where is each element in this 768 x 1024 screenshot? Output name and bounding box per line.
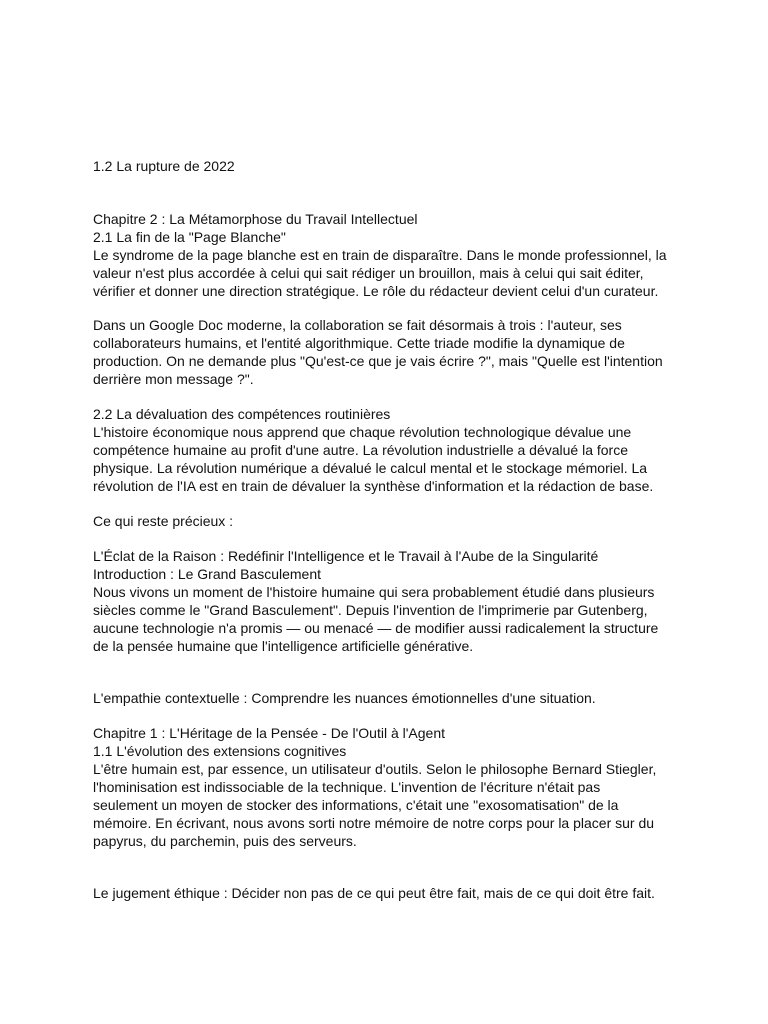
paragraph-line: L'histoire économique nous apprend que chaque révolution technologique dévalue une: [93, 424, 632, 440]
chapter-2-title: Chapitre 2 : La Métamorphose du Travail Intellectuel: [93, 211, 418, 227]
paragraph-line: derrière mon message ?".: [93, 371, 254, 387]
paragraph-line: Ce qui reste précieux :: [93, 513, 234, 529]
heading-2-1: 2.1 La fin de la "Page Blanche": [93, 229, 286, 245]
paragraph-line: aucune technologie n'a promis — ou menacé — de modifier aussi radicalement la structure: [93, 620, 659, 636]
paragraph-line: compétence humaine au profit d'une autre. La révolution industrielle a dévalué la force: [93, 442, 629, 458]
heading-1-2: 1.2 La rupture de 2022: [93, 158, 235, 174]
paragraph-line: seulement un moyen de stocker des informations, c'était une "exosomatisation" de la: [93, 797, 619, 813]
introduction-heading: Introduction : Le Grand Basculement: [93, 566, 322, 582]
paragraph-line: l'hominisation est indissociable de la technique. L'invention de l'écriture n'était pas: [93, 779, 601, 795]
heading-1-1: 1.1 L'évolution des extensions cognitives: [93, 743, 347, 759]
paragraph-line: L'empathie contextuelle : Comprendre les nuances émotionnelles d'une situation.: [93, 690, 596, 706]
heading-2-2: 2.2 La dévaluation des compétences routinières: [93, 406, 391, 422]
paragraph-line: Le jugement éthique : Décider non pas de ce qui peut être fait, mais de ce qui doit être fait.: [93, 885, 655, 901]
paragraph-line: de la pensée humaine que l'intelligence artificielle générative.: [93, 638, 474, 654]
paragraph-line: siècles comme le "Grand Basculement". Depuis l'invention de l'imprimerie par Gutenberg,: [93, 602, 648, 618]
paragraph-line: valeur n'est plus accordée à celui qui sait rédiger un brouillon, mais à celui qui sait éditer,: [93, 265, 644, 281]
paragraph-line: papyrus, du parchemin, puis des serveurs.: [93, 833, 357, 849]
paragraph-line: vérifier et donner une direction stratégique. Le rôle du rédacteur devient celui d'un curateur.: [93, 283, 659, 299]
paragraph-line: Le syndrome de la page blanche est en train de disparaître. Dans le monde professionnel, la: [93, 247, 667, 263]
chapter-1-title: Chapitre 1 : L'Héritage de la Pensée - De l'Outil à l'Agent: [93, 725, 445, 741]
paragraph-line: physique. La révolution numérique a dévalué le calcul mental et le stockage mémoriel. La: [93, 460, 648, 476]
book-title: L'Éclat de la Raison : Redéfinir l'Intelligence et le Travail à l'Aube de la Singularité: [93, 548, 599, 564]
paragraph-line: Dans un Google Doc moderne, la collaboration se fait désormais à trois : l'auteur, ses: [93, 317, 622, 333]
paragraph-line: révolution de l'IA est en train de dévaluer la synthèse d'information et la rédaction de base.: [93, 478, 654, 494]
paragraph-line: mémoire. En écrivant, nous avons sorti notre mémoire de notre corps pour la placer sur du: [93, 815, 655, 831]
paragraph-line: Nous vivons un moment de l'histoire humaine qui sera probablement étudié dans plusieurs: [93, 584, 655, 600]
paragraph-line: collaborateurs humains, et l'entité algorithmique. Cette triade modifie la dynamique de: [93, 335, 625, 351]
paragraph-line: L'être humain est, par essence, un utilisateur d'outils. Selon le philosophe Bernard Stiegler,: [93, 761, 657, 777]
paragraph-line: production. On ne demande plus "Qu'est-ce que je vais écrire ?", mais "Quelle est l'intention: [93, 353, 663, 369]
